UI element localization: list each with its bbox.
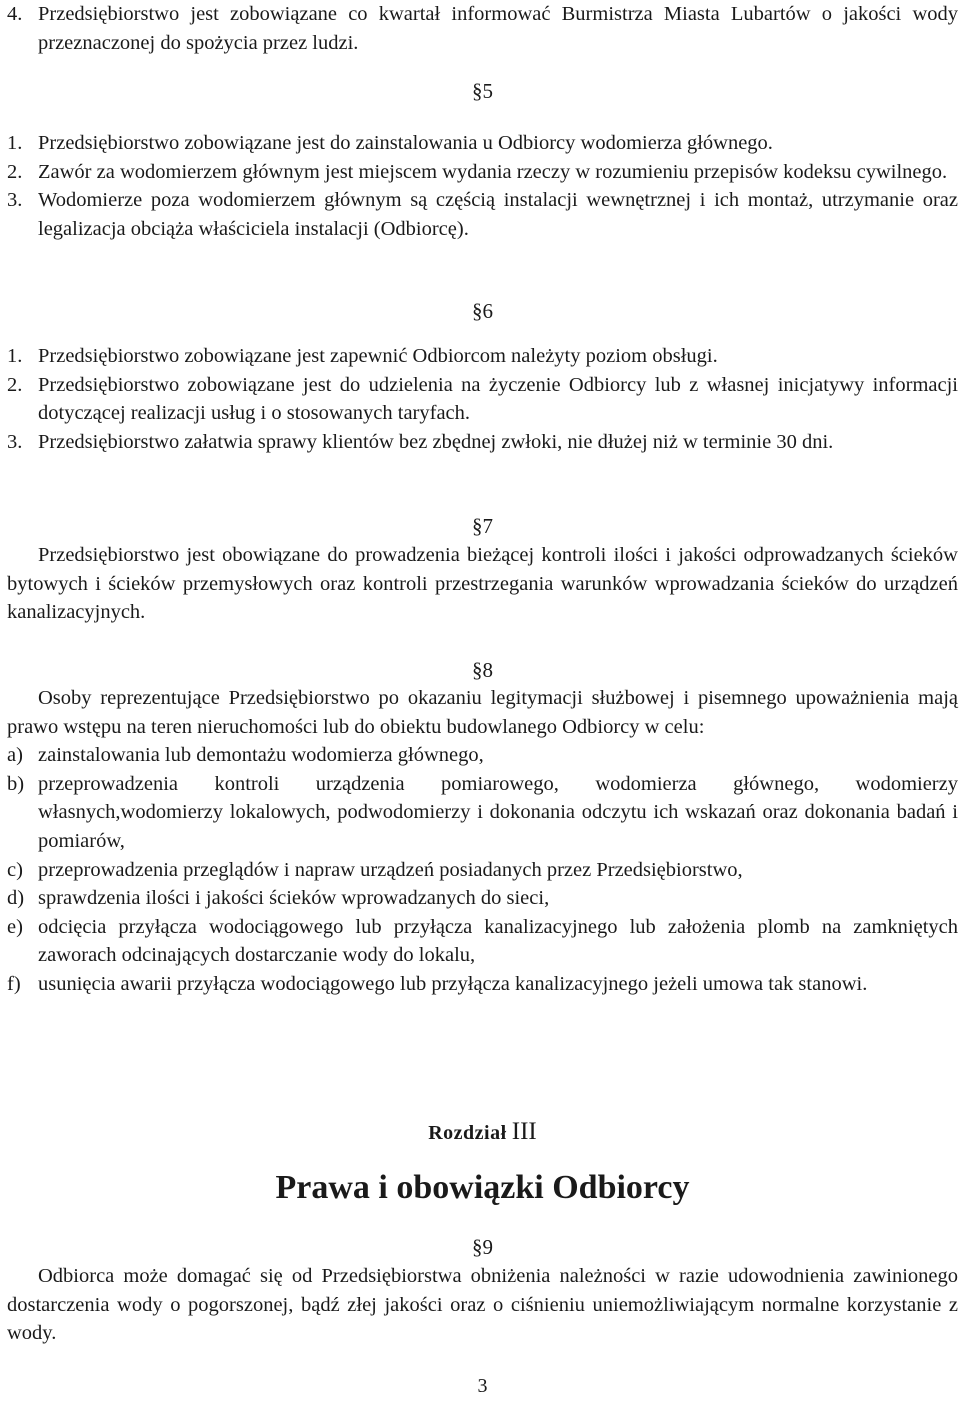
item-number: 3.: [7, 430, 23, 453]
list-item: [7, 970, 958, 999]
list-item: [7, 741, 958, 770]
list-item: [7, 371, 958, 428]
section-6-items: [7, 342, 958, 456]
item-number: 1.: [7, 345, 23, 367]
list-item: [7, 186, 958, 243]
section-heading-9: §9: [472, 1235, 493, 1259]
item-text: Przedsiębiorstwo zobowiązane jest do udzielenia na życzenie Odbiorcy lub z własnej inicjatywy informacji dotyczącej realizacji usług i o stosowanych taryfach.: [38, 373, 958, 425]
item-number: 4.: [7, 3, 23, 25]
item-text: Przedsiębiorstwo załatwia sprawy klientów bez zbędnej zwłoki, nie dłużej niż w terminie 30 dni.: [38, 430, 834, 453]
section-7-text: Przedsiębiorstwo jest obowiązane do prowadzenia bieżącej kontroli ilości i jakości odprowadzanych ścieków bytowych i ścieków przemysłowych oraz kontroli przestrzegania warunków wprowadzania ścieków do urządzeń kanalizacyjnych.: [7, 544, 958, 624]
section-5-items: [7, 129, 958, 243]
section-heading-6: §6: [472, 299, 493, 323]
item-text: Przedsiębiorstwo jest zobowiązane co kwartał informować Burmistrza Miasta Lubartów o jakości wody przeznaczonej do spożycia przez ludzi.: [38, 3, 958, 54]
item-text: usunięcia awarii przyłącza wodociągowego lub przyłącza kanalizacyjnego jeżeli umowa tak stanowi.: [38, 972, 868, 995]
item-text: Przedsiębiorstwo zobowiązane jest do zainstalowania u Odbiorcy wodomierza głównego.: [38, 132, 773, 154]
chapter-label: Rozdział: [428, 1122, 507, 1144]
section-9-text: Odbiorca może domagać się od Przedsiębiorstwa obniżenia należności w razie udowodnienia zawinionego dostarczenia wody o pogorszonej, bądź złej jakości oraz o ciśnieniu uniemożliwiającym normalne korzystanie z wody.: [7, 1265, 958, 1345]
document-page: [7, 0, 958, 1398]
list-item: [7, 428, 958, 457]
item-number: 3.: [7, 189, 23, 212]
item-label: c): [7, 858, 23, 881]
item-text: przeprowadzenia przeglądów i napraw urządzeń posiadanych przez Przedsiębiorstwo,: [38, 858, 743, 881]
list-item: [7, 884, 958, 913]
item-label: e): [7, 915, 23, 938]
chapter-title: Prawa i obowiązki Odbiorcy: [275, 1169, 690, 1206]
item-text: Przedsiębiorstwo zobowiązane jest zapewnić Odbiorcom należyty poziom obsługi.: [38, 345, 718, 367]
chapter-heading: [7, 1118, 958, 1148]
item-text: odcięcia przyłącza wodociągowego lub przyłącza kanalizacyjnego lub założenia plomb na zamkniętych zaworach odcinających dostarczanie wody do lokalu,: [38, 915, 958, 967]
section-8-intro: Osoby reprezentujące Przedsiębiorstwo po okazaniu legitymacji służbowej i pisemnego upoważnienia mają prawo wstępu na teren nieruchomości lub do obiektu budowlanego Odbiorcy w celu:: [7, 687, 958, 738]
section-heading-5: §5: [472, 79, 493, 103]
section-heading-8: §8: [472, 658, 493, 682]
item-number: 2.: [7, 373, 23, 396]
item-label: d): [7, 887, 25, 910]
list-item: [7, 856, 958, 885]
chapter-number: III: [511, 1118, 537, 1145]
list-item: [7, 770, 958, 856]
page-number: 3: [477, 1375, 488, 1397]
section-4-tail: [7, 0, 958, 57]
list-item: [7, 342, 958, 371]
list-item: [7, 158, 958, 187]
item-number: 1.: [7, 132, 23, 154]
item-text: Wodomierze poza wodomierzem głównym są częścią instalacji wewnętrznej i ich montaż, utrzymanie oraz legalizacja obciąża właściciela instalacji (Odbiorcę).: [38, 189, 958, 240]
list-item: [7, 129, 958, 158]
item-text: przeprowadzenia kontroli urządzenia pomiarowego, wodomierza głównego, wodomierzy własnych,wodomierzy lokalowych, podwodomierzy i dokonania odczytu ich wskazań oraz dokonania badań i pomiarów,: [38, 772, 958, 852]
item-text: Zawór za wodomierzem głównym jest miejscem wydania rzeczy w rozumieniu przepisów kodeksu cywilnego.: [38, 160, 948, 183]
item-label: a): [7, 744, 23, 767]
item-text: sprawdzenia ilości i jakości ścieków wprowadzanych do sieci,: [38, 887, 550, 910]
section-8-body: [7, 684, 958, 999]
item-label: b): [7, 772, 25, 795]
list-item: [7, 913, 958, 970]
section-heading-7: §7: [472, 514, 493, 538]
list-item: [7, 0, 958, 57]
item-text: zainstalowania lub demontażu wodomierza głównego,: [38, 744, 484, 767]
item-label: f): [7, 972, 21, 995]
item-number: 2.: [7, 160, 23, 183]
